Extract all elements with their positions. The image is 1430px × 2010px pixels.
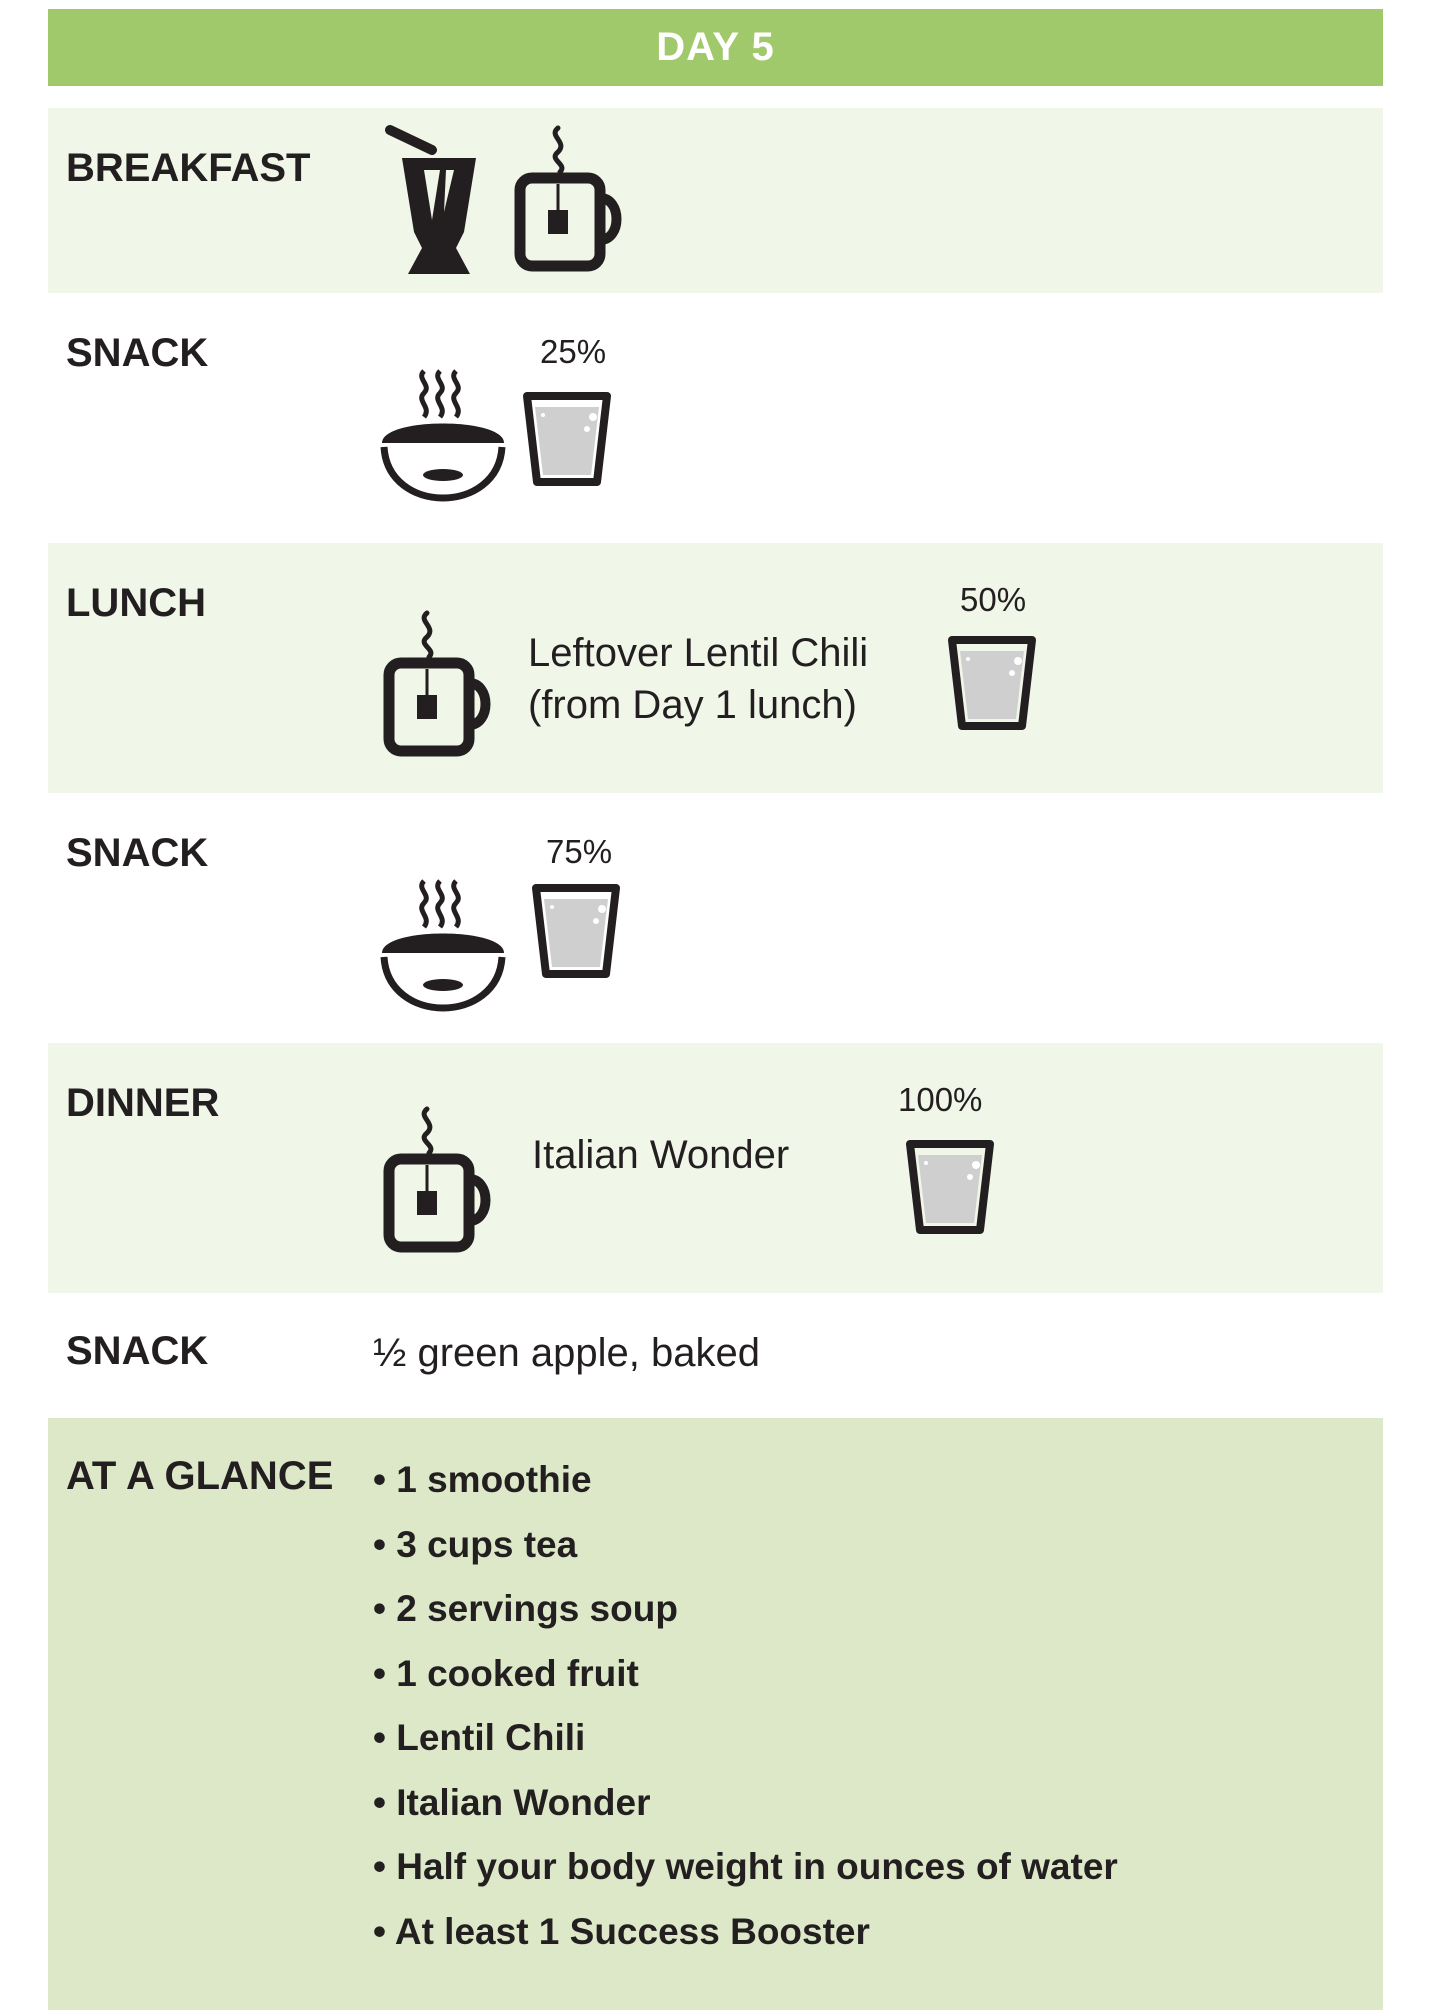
snack-3-text: ½ green apple, baked <box>373 1331 760 1375</box>
list-item: • Half your body weight in ounces of water <box>373 1846 1118 1887</box>
lunch-row <box>48 543 1383 793</box>
soup-bowl-icon <box>378 367 508 507</box>
list-item: • Italian Wonder <box>373 1781 651 1823</box>
tea-cup-icon <box>383 607 493 757</box>
snack-label-3: SNACK <box>66 1329 209 1373</box>
lunch-text-line2: (from Day 1 lunch) <box>528 683 857 727</box>
lunch-text <box>528 627 868 731</box>
day-header <box>48 9 1383 86</box>
tea-cup-icon <box>514 122 624 272</box>
glance-list <box>373 1448 1118 1964</box>
smoothie-icon <box>384 120 484 280</box>
breakfast-row <box>48 108 1383 293</box>
list-item: • 1 cooked fruit <box>373 1652 639 1694</box>
water-glass-icon <box>946 635 1038 731</box>
list-item: • Lentil Chili <box>373 1717 586 1758</box>
glance-label: AT A GLANCE <box>66 1454 334 1498</box>
breakfast-label: BREAKFAST <box>66 146 311 190</box>
list-item: • 2 servings soup <box>373 1588 678 1629</box>
lunch-text-line1: Leftover Lentil Chili <box>528 631 869 675</box>
water-percent-3: 75% <box>546 833 613 870</box>
list-item: • 3 cups tea <box>373 1523 578 1565</box>
dinner-row <box>48 1043 1383 1293</box>
water-glass-icon <box>904 1139 996 1235</box>
at-a-glance-section <box>48 1418 1383 2010</box>
lunch-label: LUNCH <box>66 581 206 625</box>
water-percent-4: 100% <box>898 1081 983 1118</box>
list-item: • At least 1 Success Booster <box>373 1910 870 1952</box>
dinner-text: Italian Wonder <box>532 1133 790 1177</box>
dinner-label: DINNER <box>66 1081 220 1125</box>
snack-row-3 <box>48 1293 1383 1418</box>
water-glass-icon <box>521 391 613 487</box>
snack-label-1: SNACK <box>66 331 209 375</box>
water-percent-1: 25% <box>540 333 607 370</box>
water-percent-2: 50% <box>960 581 1027 618</box>
day-title: DAY 5 <box>656 25 775 69</box>
snack-label-2: SNACK <box>66 831 209 875</box>
snack-row-1 <box>48 293 1383 543</box>
soup-bowl-icon <box>378 877 508 1017</box>
snack-row-2 <box>48 793 1383 1043</box>
water-glass-icon <box>530 883 622 979</box>
list-item: • 1 smoothie <box>373 1459 592 1500</box>
tea-cup-icon <box>383 1103 493 1253</box>
